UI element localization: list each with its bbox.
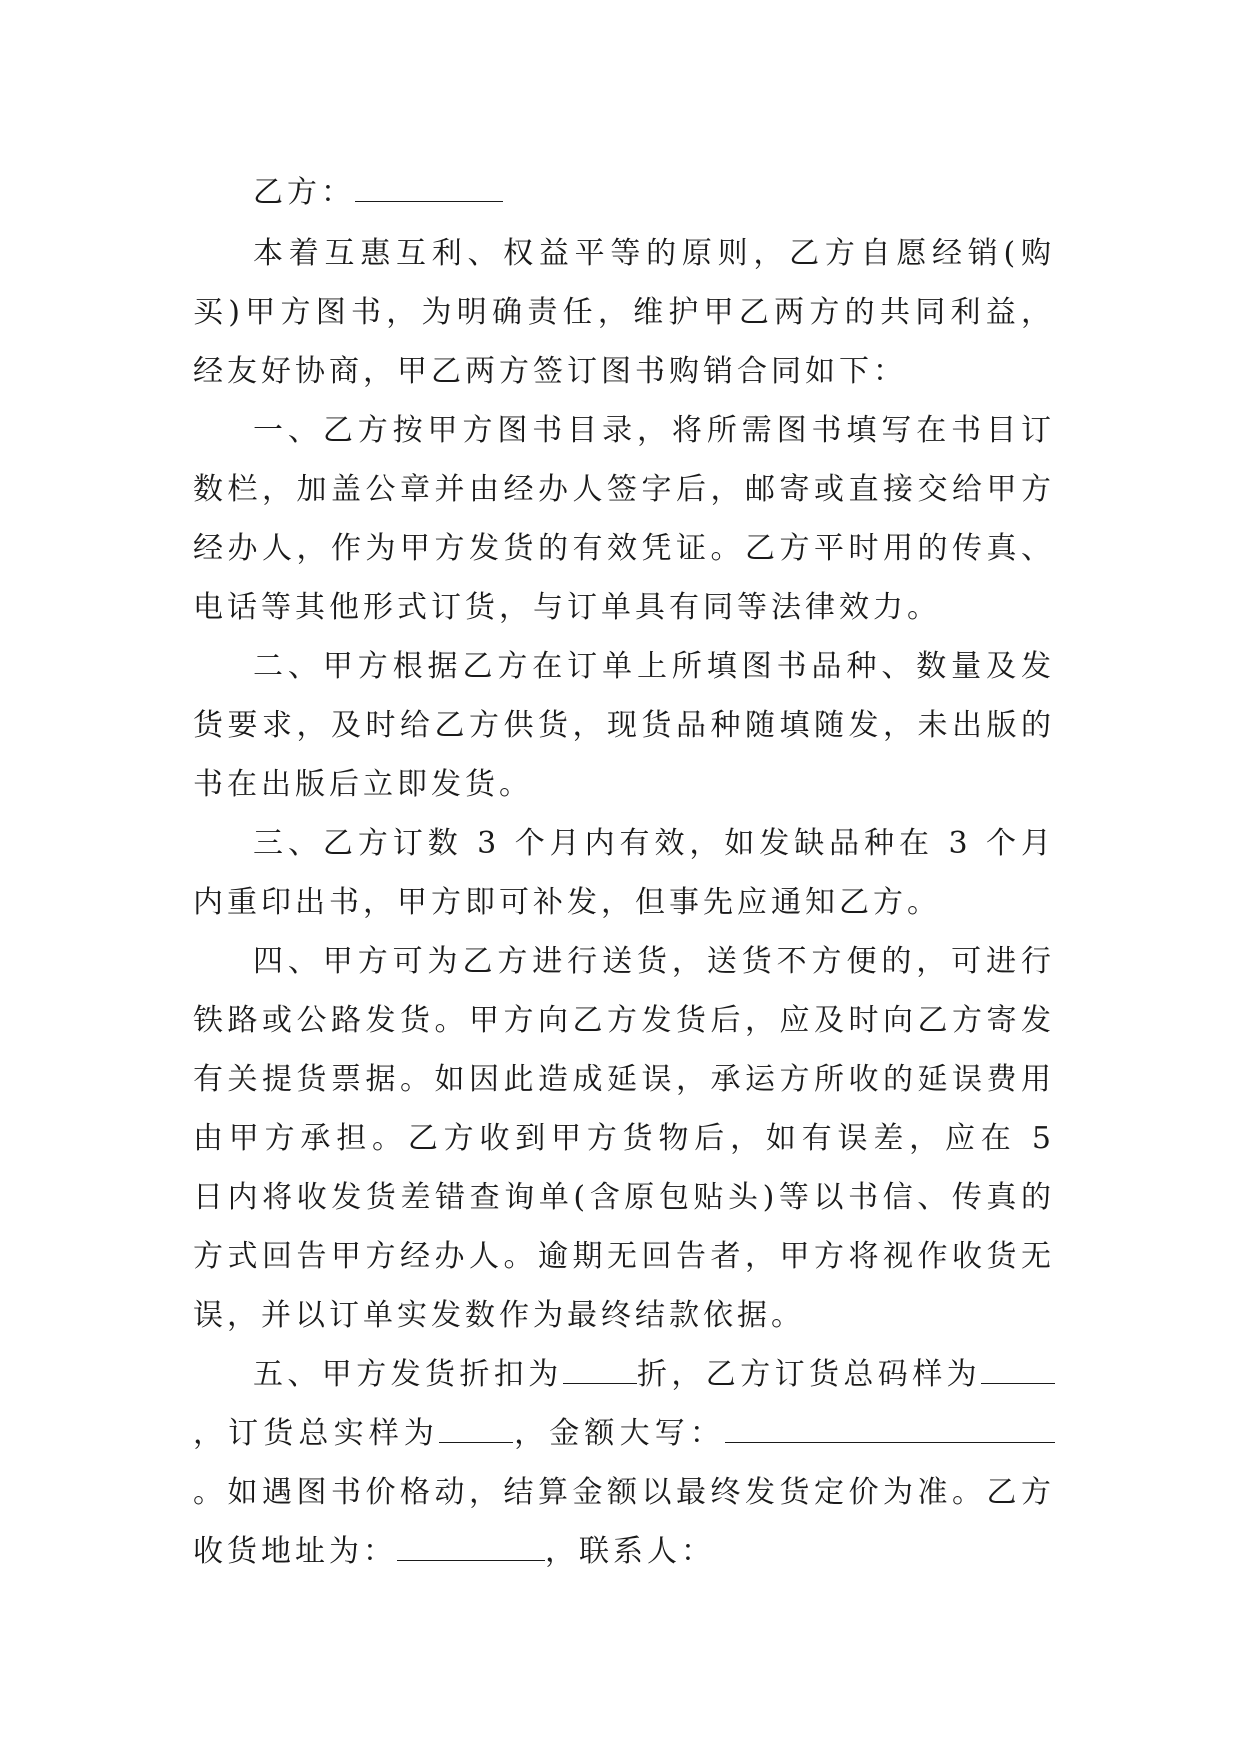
clause-5-part-c: ，订货总实样为 — [193, 1416, 439, 1451]
clause-5-paragraph — [193, 1345, 1055, 1581]
total-code-sample-blank — [981, 1359, 1055, 1384]
clause-5-part-b: 折，乙方订货总码样为 — [636, 1357, 982, 1392]
contract-body — [193, 162, 1055, 1581]
clause-5-part-e: 。如遇图书价格动，结算金额以最终发货定价为准。乙方收货地址为： — [193, 1475, 1055, 1569]
party-b-blank — [355, 177, 503, 202]
total-actual-sample-blank — [439, 1418, 513, 1443]
clause-3-paragraph: 三、乙方订数 3 个月内有效，如发缺品种在 3 个月内重印出书，甲方即可补发，但事先应通知乙方。 — [193, 826, 1055, 920]
clause-1-paragraph: 一、乙方按甲方图书目录，将所需图书填写在书目订数栏，加盖公章并由经办人签字后，邮寄或直接交给甲方经办人，作为甲方发货的有效凭证。乙方平时用的传真、电话等其他形式订货，与订单具有同等法律效力。 — [193, 413, 1055, 625]
discount-blank — [563, 1359, 637, 1384]
amount-in-words-blank — [725, 1418, 1055, 1443]
clause-4-paragraph: 四、甲方可为乙方进行送货，送货不方便的，可进行铁路或公路发货。甲方向乙方发货后，应及时向乙方寄发有关提货票据。如因此造成延误，承运方所收的延误费用由甲方承担。乙方收到甲方货物后，如有误差，应在 5 日内将收发货差错查询单(含原包贴头)等以书信、传真的方式回告甲方经办人。逾期无回告者，甲方将视作收货无误，并以订单实发数作为最终结款依据。 — [193, 944, 1055, 1333]
party-b-line — [193, 162, 1055, 224]
party-b-label: 乙方： — [253, 175, 355, 210]
delivery-address-blank — [397, 1536, 545, 1561]
clause-2-paragraph: 二、甲方根据乙方在订单上所填图书品种、数量及发货要求，及时给乙方供货，现货品种随填随发，未出版的书在出版后立即发货。 — [193, 649, 1055, 802]
intro-paragraph: 本着互惠互利、权益平等的原则，乙方自愿经销(购买)甲方图书，为明确责任，维护甲乙两方的共同利益，经友好协商，甲乙两方签订图书购销合同如下： — [193, 236, 1055, 389]
clause-5-part-a: 五、甲方发货折扣为 — [253, 1357, 563, 1392]
clause-5-part-d: ，金额大写： — [513, 1416, 725, 1451]
clause-5-part-f: ，联系人： — [545, 1534, 715, 1569]
